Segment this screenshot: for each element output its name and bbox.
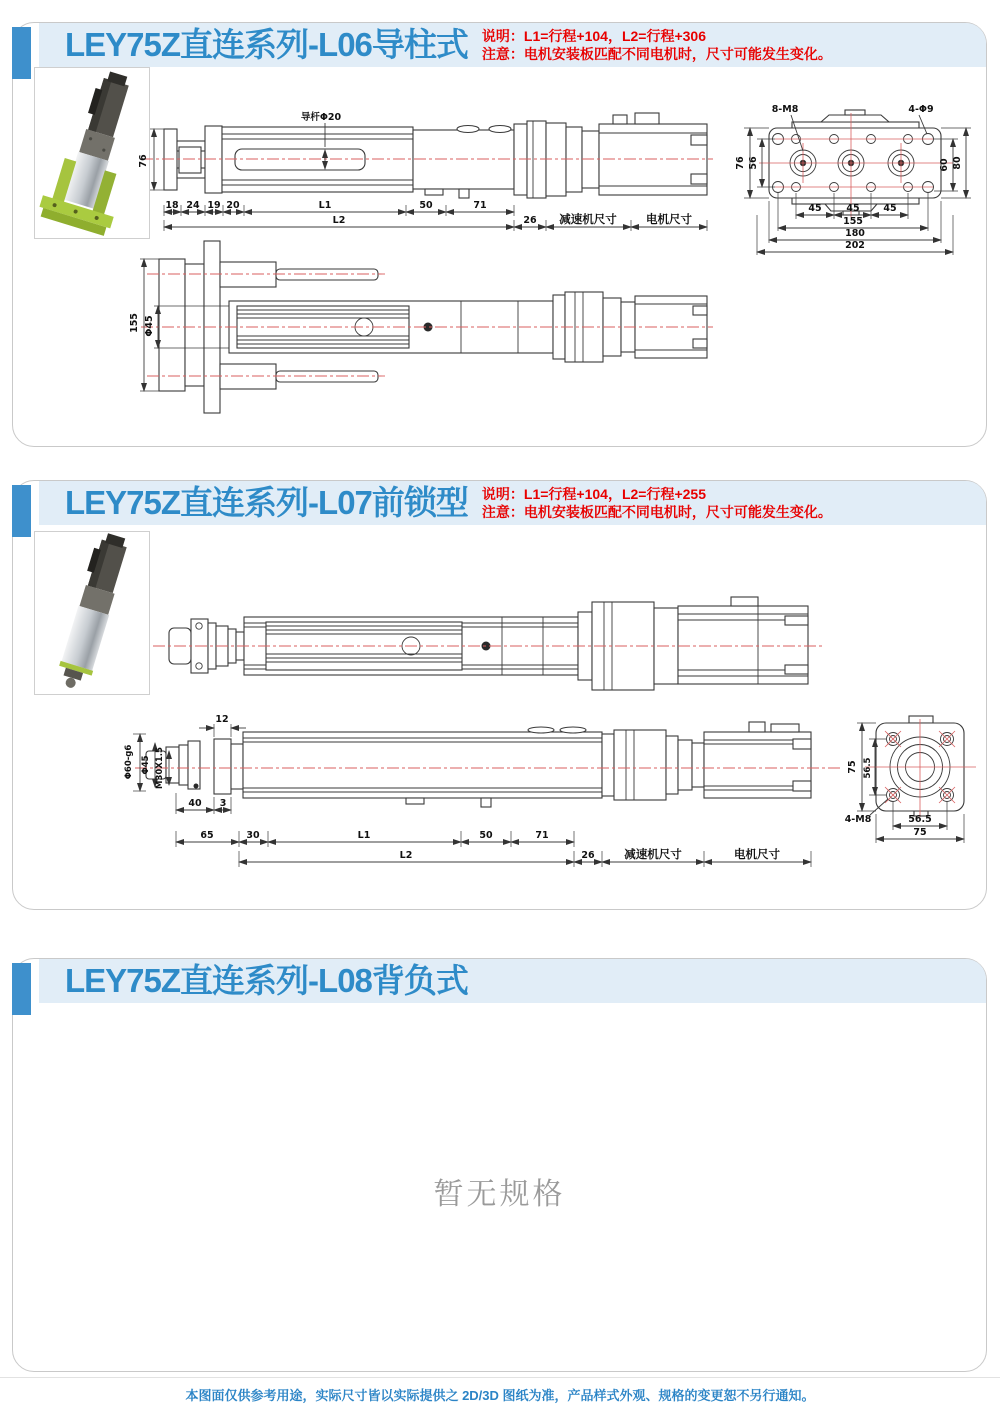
dim-label: Φ45 <box>141 755 151 775</box>
dim-label: 56 <box>748 156 759 170</box>
dim-label: Φ60-g6 <box>124 744 134 780</box>
l07-title: LEY75Z直连系列-L07前锁型 <box>65 484 468 521</box>
dim-label: 40 <box>188 798 202 809</box>
dim-label: 76 <box>138 154 149 168</box>
l06-side-view <box>164 113 707 198</box>
l07-note-line1: 说明：L1=行程+104，L2=行程+255 <box>481 486 707 502</box>
dim-label: 减速机尺寸 <box>624 847 682 861</box>
dim-label: 56.5 <box>908 814 932 825</box>
page-footer <box>0 1377 1000 1404</box>
dim-label: 75 <box>847 760 858 774</box>
dim-label: 45 <box>883 203 897 214</box>
dim-label: 4-Φ9 <box>908 104 934 115</box>
l06-title: LEY75Z直连系列-L06导柱式 <box>65 26 468 63</box>
dim-label: L1 <box>318 200 332 211</box>
dim-label: 3 <box>219 798 227 809</box>
dim-label: L1 <box>357 830 371 841</box>
l07-technical-drawing <box>13 481 986 909</box>
l08-header-band <box>39 959 986 1003</box>
dim-label: 8-M8 <box>771 104 799 115</box>
dim-label: 155 <box>129 313 140 333</box>
dim-label: 180 <box>845 228 865 239</box>
dim-label: 65 <box>200 830 214 841</box>
l07-side-view <box>146 722 811 807</box>
dim-label: 导杆Φ20 <box>300 112 342 123</box>
l07-note-line2: 注意：电机安装板匹配不同电机时，尺寸可能发生变化。 <box>481 504 832 520</box>
l08-header <box>13 959 986 1015</box>
l08-title: LEY75Z直连系列-L08背负式 <box>65 962 468 999</box>
dim-label: 50 <box>479 830 493 841</box>
dim-label: 24 <box>186 200 200 211</box>
section-l07 <box>12 480 987 910</box>
l06-technical-drawing <box>13 23 986 446</box>
l07-top-view <box>169 597 808 690</box>
dim-label: 26 <box>523 215 537 226</box>
dim-label: 电机尺寸 <box>734 847 780 861</box>
dim-label: M30X1.5 <box>155 747 165 789</box>
dim-label: 12 <box>215 714 229 725</box>
dim-label: L2 <box>332 215 346 226</box>
dim-label: 56.5 <box>863 757 873 779</box>
dim-label: 18 <box>165 200 179 211</box>
dim-label: 45 <box>808 203 822 214</box>
header-accent-bar <box>12 963 31 1015</box>
footer-disclaimer: 本图面仅供参考用途，实际尺寸皆以实际提供之 2D/3D 图纸为准，产品样式外观、规格的变更恕不另行通知。 <box>185 1388 815 1403</box>
dim-label: 155 <box>843 216 863 227</box>
dim-label: 76 <box>735 156 746 170</box>
dim-label: 50 <box>419 200 433 211</box>
dim-label: 71 <box>535 830 549 841</box>
dim-label: 45 <box>846 203 860 214</box>
dim-label: 30 <box>246 830 260 841</box>
dim-label: L2 <box>399 850 413 861</box>
dim-label: 26 <box>581 850 595 861</box>
dim-label: 19 <box>207 200 221 211</box>
l06-note-line2: 注意：电机安装板匹配不同电机时，尺寸可能发生变化。 <box>481 46 832 62</box>
dim-label: 80 <box>952 156 963 170</box>
l06-note-line1: 说明：L1=行程+104，L2=行程+306 <box>481 28 707 44</box>
section-l08 <box>12 958 987 1372</box>
dim-label: 4-M8 <box>844 814 872 825</box>
dim-label: Φ45 <box>144 315 155 337</box>
dim-label: 电机尺寸 <box>646 212 692 226</box>
l08-empty-placeholder: 暂无规格 <box>433 1178 566 1211</box>
dim-label: 60 <box>939 158 950 172</box>
dim-label: 20 <box>226 200 240 211</box>
dim-label: 202 <box>845 240 865 251</box>
section-l06 <box>12 22 987 447</box>
dim-label: 减速机尺寸 <box>559 212 617 226</box>
dim-label: 71 <box>473 200 487 211</box>
dim-label: 75 <box>913 827 927 838</box>
